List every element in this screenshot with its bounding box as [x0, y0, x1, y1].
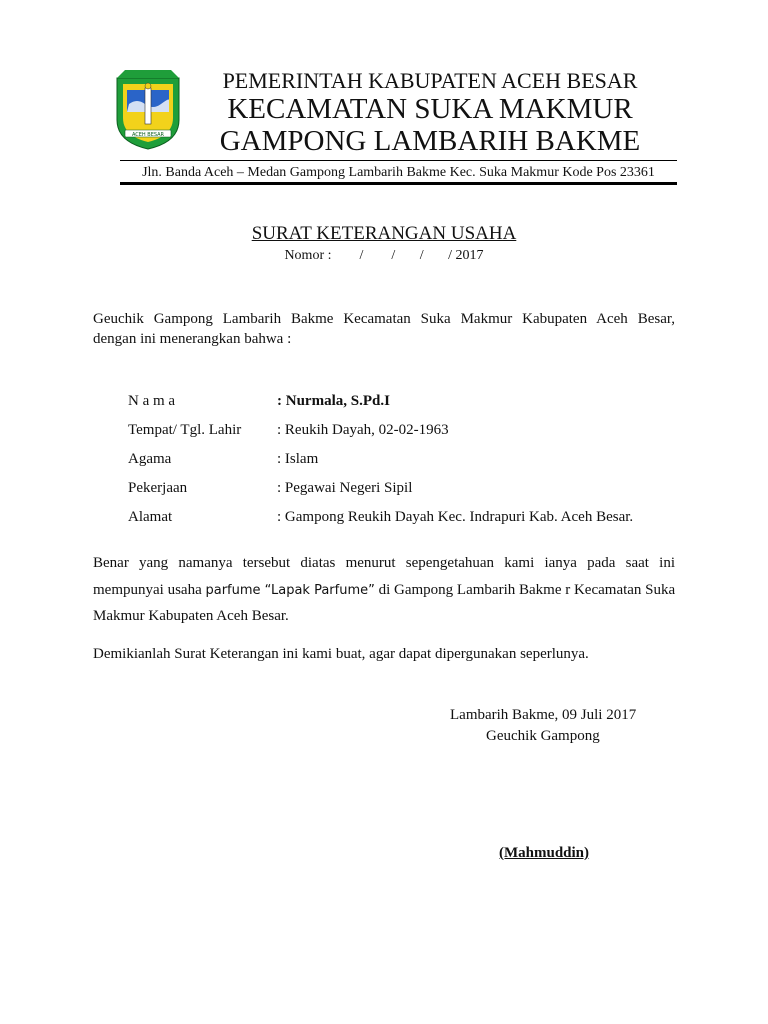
header-address: Jln. Banda Aceh – Medan Gampong Lambarih Bakme Kec. Suka Makmur Kode Pos 23361	[142, 165, 655, 180]
statement-line-2-c: di Gampong Lambarih Bakme r Kecamatan Suka	[374, 582, 676, 598]
header-divider-thin	[120, 160, 677, 161]
aceh-besar-logo	[115, 70, 181, 150]
field-label-religion: Agama	[128, 451, 172, 467]
header-line-district: KECAMATAN SUKA MAKMUR	[227, 93, 633, 125]
field-value-address: : Gampong Reukih Dayah Kec. Indrapuri Kab. Aceh Besar.	[277, 509, 634, 525]
field-label-name: N a m a	[128, 393, 176, 409]
field-value-occupation: : Pegawai Negeri Sipil	[277, 480, 413, 496]
field-label-occupation: Pekerjaan	[128, 480, 188, 496]
signer-position: Geuchik Gampong	[486, 728, 600, 744]
business-name: parfume “Lapak Parfume”	[205, 583, 375, 598]
intro-line-2: dengan ini menerangkan bahwa :	[93, 331, 292, 347]
header-line-village: GAMPONG LAMBARIH BAKME	[219, 125, 641, 157]
statement-line-1: Benar yang namanya tersebut diatas menurut sepengetahuan kami ianya pada saat ini	[93, 555, 675, 571]
statement-line-2	[93, 582, 675, 599]
signer-name: (Mahmuddin)	[499, 845, 590, 861]
field-label-address: Alamat	[128, 509, 173, 525]
field-value-name: : Nurmala, S.Pd.I	[277, 393, 390, 409]
closing-paragraph: Demikianlah Surat Keterangan ini kami buat, agar dapat dipergunakan seperlunya.	[93, 646, 589, 662]
statement-line-3: Makmur Kabupaten Aceh Besar.	[93, 608, 289, 624]
intro-line-1: Geuchik Gampong Lambarih Bakme Kecamatan Suka Makmur Kabupaten Aceh Besar,	[93, 311, 675, 327]
field-label-birth: Tempat/ Tgl. Lahir	[128, 422, 242, 438]
logo-text: ACEH BESAR	[131, 132, 165, 138]
field-value-religion: : Islam	[277, 451, 319, 467]
header-line-government: PEMERINTAH KABUPATEN ACEH BESAR	[222, 68, 638, 93]
place-and-date: Lambarih Bakme, 09 Juli 2017	[450, 707, 637, 723]
letter-number: Nomor : / / / / 2017	[284, 248, 484, 263]
field-value-birth: : Reukih Dayah, 02-02-1963	[277, 422, 449, 438]
letter-title: SURAT KETERANGAN USAHA	[251, 223, 517, 244]
header-divider-thick	[120, 182, 677, 185]
statement-line-2-a: mempunyai usaha	[93, 582, 206, 598]
